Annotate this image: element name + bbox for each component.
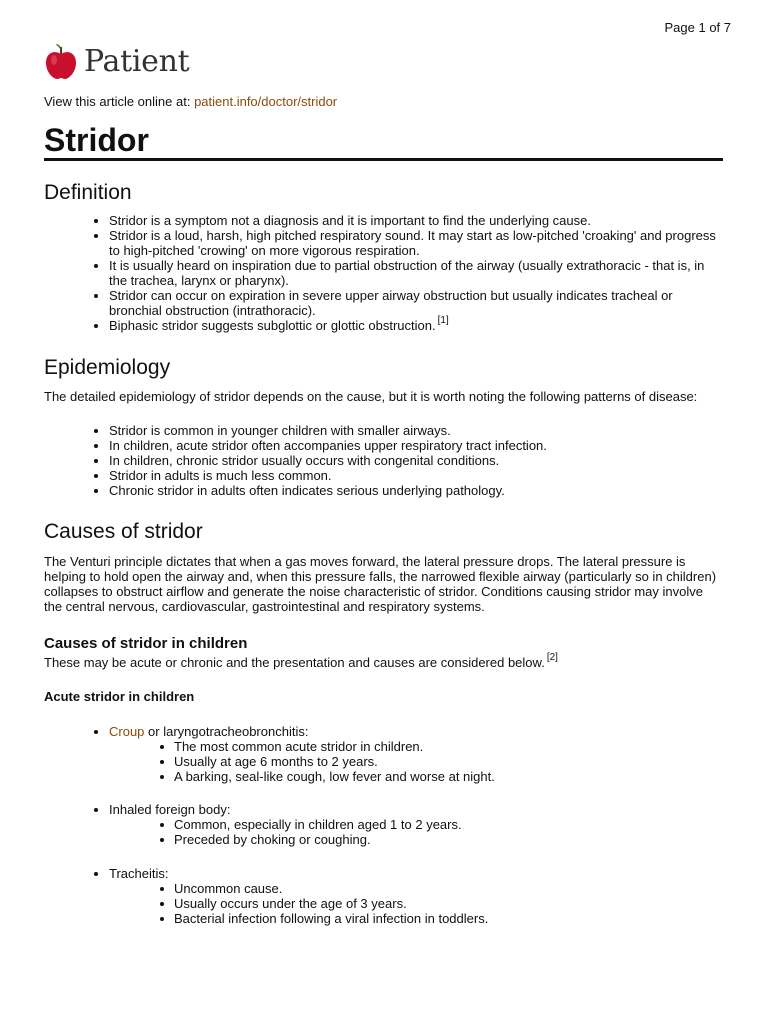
apple-icon: [44, 44, 78, 80]
list-item: Stridor can occur on expiration in severe upper airway obstruction but usually indicates tracheal or bronchial obstruction (intrathoracic).: [44, 288, 724, 318]
tracheitis-label: Tracheitis:: [109, 866, 169, 881]
list-item: A barking, seal-like cough, low fever and worse at night.: [109, 769, 724, 784]
children-intro-text: These may be acute or chronic and the presentation and causes are considered below.: [44, 655, 545, 670]
list-item: Preceded by choking or coughing.: [109, 832, 724, 847]
logo-text: Patient: [84, 44, 190, 79]
croup-label: or laryngotracheobronchitis:: [144, 724, 309, 739]
croup-link[interactable]: Croup: [109, 724, 145, 739]
croup-sublist: [109, 739, 724, 784]
children-causes-intro: [44, 652, 724, 670]
list-item: It is usually heard on inspiration due to partial obstruction of the airway (usually extrathoracic - that is, in the trachea, larynx or pharynx).: [44, 258, 724, 288]
list-item: Usually occurs under the age of 3 years.: [109, 896, 724, 911]
foreign-body-sublist: [109, 817, 724, 847]
list-item: Chronic stridor in adults often indicates serious underlying pathology.: [44, 483, 724, 498]
list-item: Stridor is a symptom not a diagnosis and it is important to find the underlying cause.: [44, 213, 724, 228]
list-item: Common, especially in children aged 1 to 2 years.: [109, 817, 724, 832]
reference-link[interactable]: [2]: [546, 652, 558, 663]
tracheitis-sublist: [109, 881, 724, 926]
list-item: Bacterial infection following a viral infection in toddlers.: [109, 911, 724, 926]
list-item: Stridor is common in younger children with smaller airways.: [44, 423, 724, 438]
list-item: [44, 724, 724, 784]
epidemiology-intro: The detailed epidemiology of stridor depends on the cause, but it is worth noting the following patterns of disease:: [44, 389, 698, 404]
list-item: Stridor in adults is much less common.: [44, 468, 724, 483]
list-item: [44, 315, 724, 333]
foreign-body-list: [44, 802, 724, 847]
acute-stridor-heading: Acute stridor in children: [44, 689, 195, 704]
list-item: Usually at age 6 months to 2 years.: [109, 754, 724, 769]
list-item: In children, acute stridor often accompanies upper respiratory tract infection.: [44, 438, 724, 453]
list-item: [44, 866, 724, 926]
epidemiology-heading: Epidemiology: [44, 356, 171, 379]
children-causes-heading: Causes of stridor in children: [44, 635, 248, 652]
list-item: In children, chronic stridor usually occurs with congenital conditions.: [44, 453, 724, 468]
croup-list: [44, 724, 724, 784]
epidemiology-list: [44, 423, 724, 498]
page-indicator: Page 1 of 7: [664, 20, 731, 35]
view-online-line: [44, 94, 337, 109]
foreign-body-label: Inhaled foreign body:: [109, 802, 231, 817]
list-item: The most common acute stridor in children.: [109, 739, 724, 754]
article-link[interactable]: patient.info/doctor/stridor: [194, 94, 338, 109]
list-item-text: Biphasic stridor suggests subglottic or glottic obstruction.: [109, 318, 436, 333]
patient-logo[interactable]: [44, 44, 189, 80]
causes-heading: Causes of stridor: [44, 520, 203, 543]
definition-list: [44, 213, 724, 333]
list-item: Stridor is a loud, harsh, high pitched respiratory sound. It may start as low-pitched 'croaking' and progress to high-pitched 'crowing' on more vigorous respiration.: [44, 228, 724, 258]
page-title: Stridor: [44, 122, 723, 161]
list-item: Uncommon cause.: [109, 881, 724, 896]
view-online-label: View this article online at:: [44, 94, 195, 109]
reference-link[interactable]: [1]: [437, 315, 449, 326]
tracheitis-list: [44, 866, 724, 926]
definition-heading: Definition: [44, 181, 132, 204]
list-item: [44, 802, 724, 847]
causes-intro: The Venturi principle dictates that when a gas moves forward, the lateral pressure drops. The lateral pressure is helping to hold open the airway and, when this pressure falls, the narrowed flexible airway (particularly so in children) collapses to obstruct airflow and generate the noise characteristic of stridor. Conditions causing stridor may involve the central nervous, cardiovascular, gastrointestinal and respiratory systems.: [44, 554, 717, 614]
